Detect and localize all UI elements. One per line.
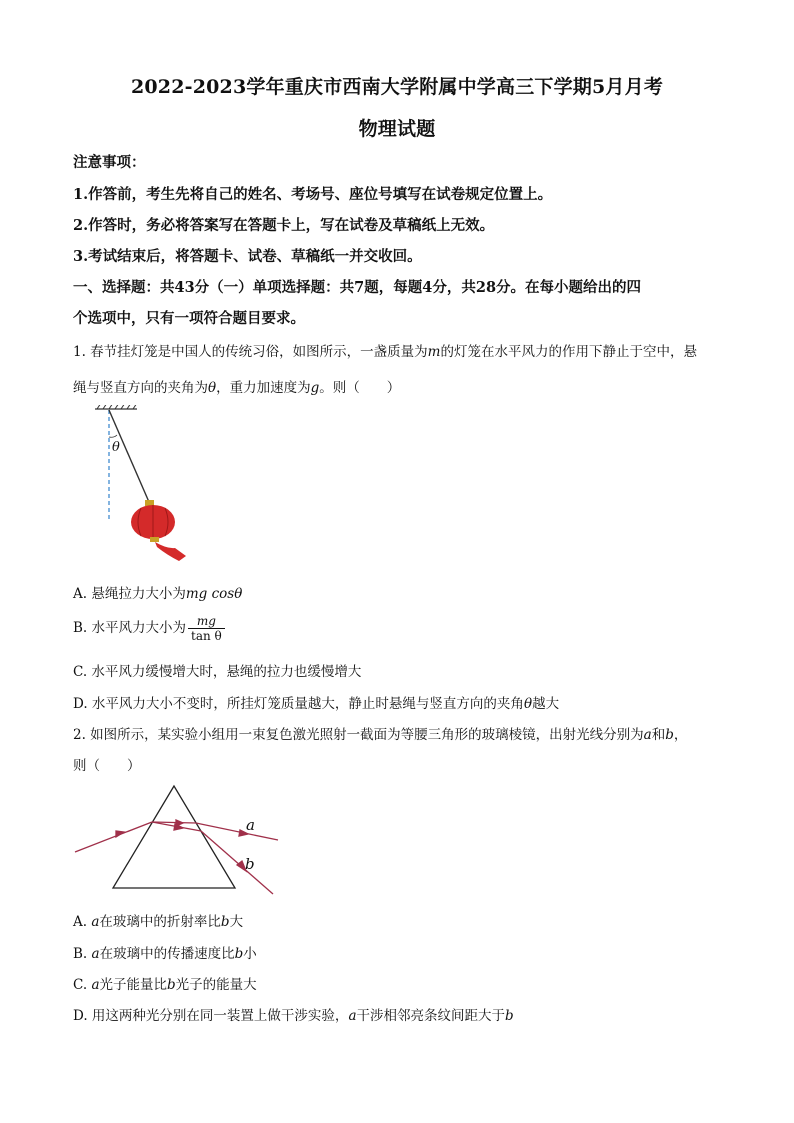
q2-option-c-var2: b	[167, 977, 176, 993]
q2-option-a-var: a	[91, 914, 100, 930]
q1-text: 绳与竖直方向的夹角为	[73, 380, 208, 396]
q2-option-c-var: a	[91, 977, 100, 993]
q2-option-b-letter: B.	[73, 946, 92, 962]
q2-option-b-text: 在玻璃中的传播速度比	[99, 946, 235, 962]
figure-label-a: a	[246, 816, 255, 834]
q1-text: 1. 春节挂灯笼是中国人的传统习俗，如图所示，一盏质量为	[73, 344, 428, 360]
q2-text: ，	[673, 727, 688, 743]
q1-stem-line2	[73, 376, 400, 396]
q2-option-a-var2: b	[220, 914, 230, 930]
q1-option-d[interactable]	[73, 692, 559, 712]
q2-text: 2. 如图所示，某实验小组用一束复色激光照射一截面为等腰三角形的玻璃棱镜，出射光线分别为	[73, 727, 644, 743]
q2-option-d-mid: 干涉相邻亮条纹间距大于	[356, 1008, 505, 1024]
q2-option-d[interactable]	[73, 1004, 514, 1024]
figure-label-b: b	[245, 855, 255, 873]
q2-option-b-var: a	[91, 946, 100, 962]
incident-ray	[75, 822, 152, 852]
exit-ray-b	[201, 831, 273, 894]
q2-option-a-letter: A.	[73, 914, 92, 930]
q1-option-d-text: D. 水平风力大小不变时，所挂灯笼质量越大，静止时悬绳与竖直方向的夹角	[73, 696, 524, 712]
q2-option-d-text: D. 用这两种光分别在同一装置上做干涉实验，	[73, 1008, 349, 1024]
angle-arc	[109, 435, 117, 437]
q1-text: 。则（ ）	[319, 380, 401, 396]
q1-option-b[interactable]	[73, 614, 225, 643]
q2-text: 和	[651, 727, 666, 743]
q1-option-a[interactable]	[73, 582, 242, 602]
q2-stem-line1	[73, 723, 687, 743]
q1-stem-line1	[73, 340, 697, 360]
q2-stem-line2: 则（ ）	[73, 758, 141, 774]
note-item-3: 3.考试结束后，将答题卡、试卷、草稿纸一并交收回。	[73, 248, 422, 265]
q2-var-b: b	[665, 727, 674, 743]
q1-option-d-theta: θ	[523, 696, 533, 712]
lantern-tassel	[155, 542, 186, 561]
q2-option-d-var: a	[348, 1008, 357, 1024]
q1-var-g: g	[310, 380, 320, 396]
q1-option-b-text: B. 水平风力大小为	[73, 620, 187, 636]
lantern-cap-bottom	[150, 537, 159, 542]
q2-option-c-text: 光子能量比	[99, 977, 167, 993]
prism-triangle	[113, 786, 235, 888]
page-title: 2022-2023学年重庆市西南大学附属中学高三下学期5月月考	[130, 76, 664, 98]
q2-option-b-end: 小	[243, 946, 257, 962]
q2-option-b-var2: b	[234, 946, 244, 962]
figure-theta-label: θ	[112, 440, 120, 455]
q1-option-b-fraction	[188, 614, 225, 643]
rope	[109, 410, 149, 502]
q2-prism-figure	[70, 782, 290, 897]
section-heading-line1: 一、选择题：共43分（一）单项选择题：共7题，每题4分，共28分。在每小题给出的四	[73, 279, 642, 296]
note-item-2: 2.作答时，务必将答案写在答题卡上，写在试卷及草稿纸上无效。	[73, 217, 495, 234]
q1-text: 的灯笼在水平风力的作用下静止于空中，悬	[440, 344, 697, 360]
q1-option-d-text: 越大	[532, 696, 560, 712]
section-heading-line2: 个选项中，只有一项符合题目要求。	[73, 310, 305, 327]
q2-option-a-text: 在玻璃中的折射率比	[99, 914, 221, 930]
note-item-1: 1.作答前，考生先将自己的姓名、考场号、座位号填写在试卷规定位置上。	[73, 186, 553, 203]
q2-option-c-letter: C.	[73, 977, 92, 993]
q1-var-m: m	[427, 344, 441, 360]
notes-heading: 注意事项：	[73, 154, 146, 171]
q1-lantern-figure	[95, 405, 205, 570]
q2-option-c[interactable]	[73, 973, 257, 993]
q1-option-a-expr: mg cosθ	[185, 586, 243, 602]
fraction-numerator: mg	[188, 614, 225, 629]
q1-option-a-text: A. 悬绳拉力大小为	[73, 586, 186, 602]
q1-text: ，重力加速度为	[216, 380, 311, 396]
q1-var-theta: θ	[208, 380, 217, 396]
q1-option-c[interactable]: C. 水平风力缓慢增大时，悬绳的拉力也缓慢增大	[73, 664, 362, 680]
page-subtitle: 物理试题	[358, 118, 436, 140]
q2-var-a: a	[643, 727, 652, 743]
q2-option-a-end: 大	[229, 914, 244, 930]
q2-option-a[interactable]	[73, 910, 243, 930]
q2-option-d-var2: b	[505, 1008, 514, 1024]
fraction-denominator: tan θ	[191, 629, 222, 643]
q2-option-c-end: 光子的能量大	[175, 977, 257, 993]
q2-option-b[interactable]	[73, 942, 257, 962]
